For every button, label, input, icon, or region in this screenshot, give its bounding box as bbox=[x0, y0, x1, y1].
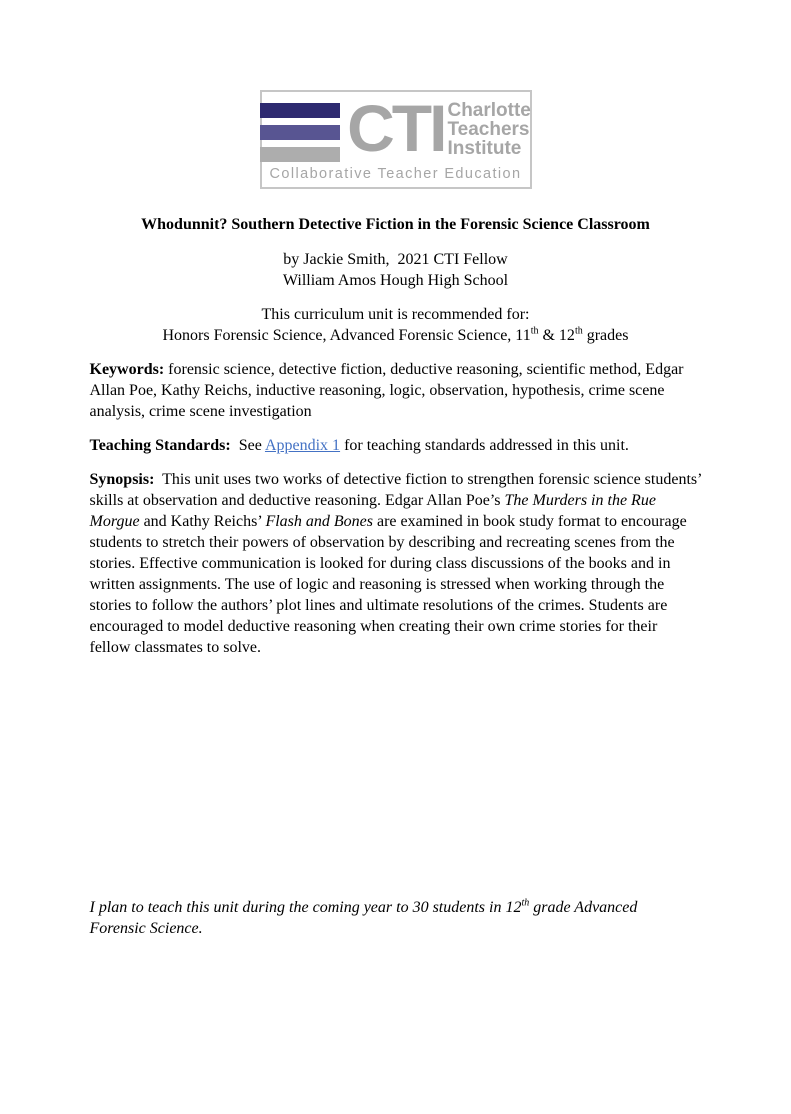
book-title-murders-rue-morgue: The Murders in the Rue Morgue bbox=[89, 492, 660, 530]
byline-block bbox=[90, 249, 702, 291]
teaching-standards-after-link: for teaching standards addressed in this unit. bbox=[340, 437, 629, 454]
synopsis-paragraph bbox=[89, 469, 706, 658]
recommended-courses-part3: grades bbox=[582, 327, 629, 344]
logo-name-line-2: Teachers bbox=[447, 119, 530, 140]
teaching-standards-paragraph bbox=[90, 435, 702, 456]
keywords-paragraph bbox=[90, 359, 702, 422]
school-name: William Amos Hough High School bbox=[282, 272, 509, 289]
teaching-note-part1: I plan to teach this unit during the coming year to 30 students in 12 bbox=[89, 899, 522, 916]
document-page bbox=[0, 90, 791, 1114]
recommended-courses-part2: & 12 bbox=[538, 327, 575, 344]
logo-bar-top bbox=[260, 103, 340, 118]
logo-name-line-1: Charlotte bbox=[447, 100, 531, 121]
document-content bbox=[89, 214, 706, 939]
synopsis-label: Synopsis: bbox=[89, 471, 155, 488]
teaching-standards-before-link: See bbox=[230, 437, 265, 454]
recommended-courses bbox=[90, 325, 702, 346]
logo-bar-bottom bbox=[260, 147, 340, 162]
logo-institute-name bbox=[447, 100, 530, 158]
page-title: Whodunnit? Southern Detective Fiction in the Forensic Science Classroom bbox=[141, 216, 650, 233]
grade-superscript-1: th bbox=[530, 325, 539, 337]
logo-tagline: Collaborative Teacher Education bbox=[269, 166, 522, 182]
logo-bar-middle bbox=[260, 125, 340, 140]
recommended-block bbox=[90, 304, 702, 346]
keywords-label: Keywords: bbox=[89, 361, 165, 378]
cti-logo-bars bbox=[260, 100, 340, 162]
logo-name-line-3: Institute bbox=[447, 138, 522, 159]
recommended-intro: This curriculum unit is recommended for: bbox=[261, 306, 530, 323]
teaching-note-superscript: th bbox=[521, 897, 530, 909]
recommended-courses-part1: Honors Forensic Science, Advanced Forensic Science, 11 bbox=[162, 327, 531, 344]
book-title-flash-and-bones: Flash and Bones bbox=[265, 513, 373, 530]
logo-acronym: CTI bbox=[347, 91, 445, 165]
synopsis-text-1: This unit uses two works of detective fiction to strengthen forensic science students’ skills at observation and deductive reasoning. Edgar Allan Poe’s bbox=[89, 471, 706, 509]
byline: by Jackie Smith, 2021 CTI Fellow bbox=[283, 251, 508, 268]
teaching-standards-label: Teaching Standards: bbox=[89, 437, 231, 454]
teaching-note bbox=[90, 897, 670, 939]
cti-logo-top bbox=[270, 91, 531, 165]
keywords-text: forensic science, detective fiction, deductive reasoning, scientific method, Edgar Allan Poe, Kathy Reichs, inductive reasoning, logic, observation, hypothesis, crime scene analysis, crime scene investigation bbox=[89, 361, 687, 420]
grade-superscript-2: th bbox=[574, 325, 583, 337]
synopsis-text-2: and Kathy Reichs’ bbox=[139, 513, 266, 530]
teaching-note-part2: grade Advanced Forensic Science. bbox=[89, 899, 642, 937]
cti-logo bbox=[260, 90, 532, 189]
synopsis-text-3: are examined in book study format to encourage students to stretch their powers of observation by describing and recreating scenes from the stories. Effective communication is looked for during class discussions of the books and in written assignments. The use of logic and reasoning is stressed when working through the stories to follow the authors’ plot lines and ultimate resolutions of the crimes. Students are encouraged to model deductive reasoning when creating their own crime stories for their fellow classmates to solve. bbox=[89, 513, 691, 656]
appendix-1-link[interactable]: Appendix 1 bbox=[264, 437, 341, 454]
